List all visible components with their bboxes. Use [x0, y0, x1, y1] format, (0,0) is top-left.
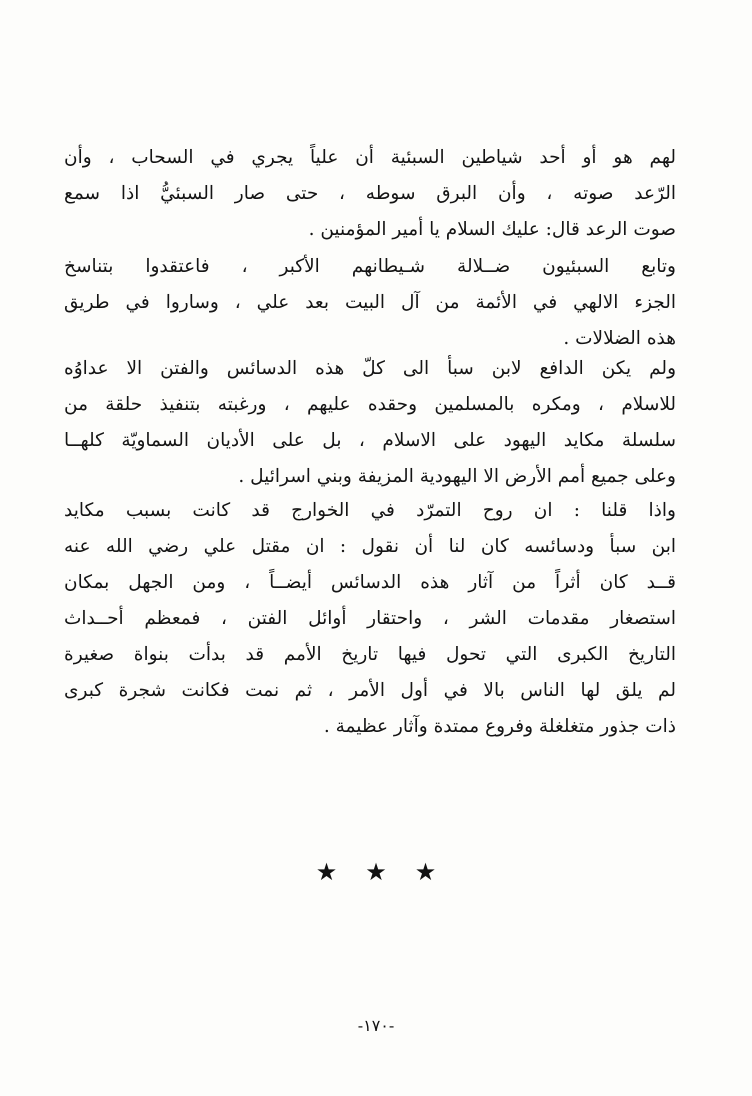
text-line: التاريخ الكبرى التي تحول فيها تاريخ الأمم قد بدأت بنواة صغيرة — [64, 644, 676, 665]
text-line: وتابع السبئيون ضــلالة شـيطانهم الأكبر ، فاعتقدوا بتناسخ — [64, 256, 676, 277]
paragraph-4 — [64, 493, 676, 745]
text-line: للاسلام ، ومكره بالمسلمين وحقده عليهم ، ورغبته بتنفيذ حلقة من — [64, 394, 676, 415]
text-line: قــد كان أثراً من آثار هذه الدسائس أيضــاً ، ومن الجهل بمكان — [64, 572, 676, 593]
text-line: صوت الرعد قال: عليك السلام يا أمير المؤمنين . — [308, 219, 676, 240]
paragraph-3 — [64, 351, 676, 495]
text-line: وعلى جميع أمم الأرض الا اليهودية المزيفة وبني اسرائيل . — [238, 466, 676, 487]
text-line: ابن سبأ ودسائسه كان لنا أن نقول : ان مقتل علي رضي الله عنه — [64, 536, 676, 557]
star-icon: ★ — [315, 858, 366, 886]
text-line: لهم هو أو أحد شياطين السبئية أن علياً يجري في السحاب ، وأن — [64, 147, 676, 168]
star-icon: ★ — [414, 858, 465, 886]
text-line: استصغار مقدمات الشر ، واحتقار أوائل الفتن ، فمعظم أحــداث — [64, 608, 676, 629]
text-line: الرّعد صوته ، وأن البرق سوطه ، حتى صار السبئيُّ اذا سمع — [64, 183, 676, 204]
paragraph-1 — [64, 140, 676, 248]
text-line: لم يلق لها الناس بالا في أول الأمر ، ثم نمت فكانت شجرة كبرى — [64, 680, 676, 701]
text-line: ذات جذور متغلغلة وفروع ممتدة وآثار عظيمة . — [323, 716, 676, 737]
text-line: سلسلة مكايد اليهود على الاسلام ، بل على الأديان السماويّة كلهــا — [64, 430, 676, 451]
star-icon: ★ — [365, 858, 415, 886]
page-number: -١٧٠- — [357, 1016, 395, 1035]
text-line: الجزء الالهي في الأئمة من آل البيت بعد علي ، وساروا في طريق — [64, 292, 676, 313]
text-line: ولم يكن الدافع لابن سبأ الى كلّ هذه الدسائس والفتن الا عداوُه — [64, 358, 676, 379]
paragraph-2 — [64, 249, 676, 357]
text-line: واذا قلنا : ان روح التمرّد في الخوارج قد كانت بسبب مكايد — [64, 500, 676, 521]
section-separator — [0, 858, 752, 886]
text-line: هذه الضلالات . — [563, 328, 676, 349]
